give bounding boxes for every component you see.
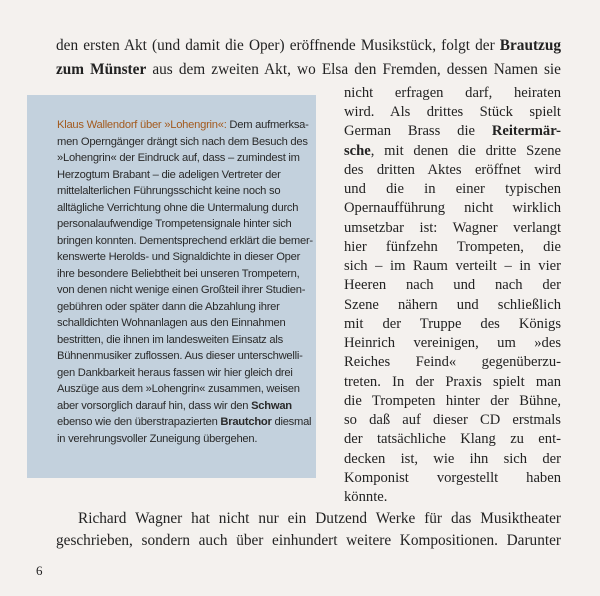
sidebar-box: [27, 95, 316, 478]
body-line: Reiches Feind« gegenüberzu-: [344, 354, 561, 370]
body-line: sich – im Raum verteilt – in vier: [344, 258, 561, 274]
body-line: decken ist, wie ihn sich der: [344, 451, 561, 467]
body-line: geschrieben, sondern auch über einhundert weitere Kompositionen. Darunter: [56, 532, 561, 549]
body-line: Richard Wagner hat nicht nur ein Dutzend Werke für das Musiktheater: [78, 510, 561, 527]
sidebar-line: alltägliche Verrichtung ohne die Untermalung durch: [57, 201, 299, 214]
sidebar-line: von denen nicht wenige einen Großteil ihrer Studien-: [57, 284, 306, 296]
sidebar-heading: Klaus Wallendorf über »Lohengrin«:: [57, 119, 227, 131]
sidebar-line: aber vorsorglich darauf hin, dass wir den Schwan: [57, 399, 292, 412]
sidebar-line: Herzogtum Brabant – die adeligen Vertreter der: [57, 168, 281, 181]
body-line: so daß auf dieser CD erstmals: [344, 412, 561, 428]
body-line: mit der Truppe des Königs: [344, 316, 561, 332]
sidebar-line: gebühren oder später dann die Abzahlung ihrer: [57, 300, 280, 313]
body-line: Heinrich vereinigen, um »des: [344, 335, 561, 351]
sidebar-line: schalldichten Wohnanlagen aus den Einnahmen: [57, 317, 286, 329]
body-line: Heeren nach und nach der: [344, 277, 561, 293]
body-line: Szene nähern und schließlich: [344, 297, 561, 313]
body-line: die Trompeten hinter der Bühne,: [344, 393, 561, 409]
body-line: hier fünfzehn Trompeten, die: [344, 239, 561, 255]
body-line: sche, mit denen die dritte Szene: [344, 143, 561, 159]
sidebar-line: mittelalterlichen Führungsschicht keine noch so: [57, 185, 281, 197]
body-line: treten. In der Praxis spielt man: [344, 374, 561, 390]
page-number: 6: [36, 563, 43, 578]
body-line: German Brass die Reitermär-: [344, 123, 561, 139]
body-line: Komponist vorgestellt haben: [344, 470, 561, 486]
body-line: Opernaufführung nicht wirklich: [344, 200, 561, 216]
body-line: des dritten Aktes eröffnet wird: [344, 162, 561, 178]
sidebar-line: ihre besondere Beliebtheit bei unseren Trompetern,: [57, 267, 300, 280]
body-line: könnte.: [344, 489, 388, 505]
sidebar-line: »Lohengrin« der Eindruck auf, dass – zumindest im: [57, 152, 300, 164]
body-line: wird. Als drittes Stück spielt: [344, 104, 561, 120]
sidebar-line: kenswerte Herolds- und Signaldichte in dieser Oper: [57, 251, 301, 263]
sidebar-line: ebenso wie den überstrapazierten Brautchor diesmal: [57, 416, 312, 428]
sidebar-line: Klaus Wallendorf über »Lohengrin«: Dem aufmerksa-: [57, 119, 309, 131]
body-line: den ersten Akt (und damit die Oper) eröffnende Musikstück, folgt der Brautzug: [56, 37, 561, 54]
sidebar-line: Bühnenmusiker zuflossen. Aus dieser unterschwelli-: [57, 350, 303, 362]
body-line: zum Münster aus dem zweiten Akt, wo Elsa den Fremden, dessen Namen sie: [56, 61, 561, 78]
sidebar-line: personalaufwendige Trompetensignale hinter sich: [57, 218, 292, 230]
body-line: der tatsächliche Klang zu ent-: [344, 431, 561, 447]
sidebar-line: gen Dankbarkeit heraus fassen wir hier gleich drei: [57, 366, 293, 379]
body-line: und die in einer typischen: [344, 181, 561, 197]
body-line: nicht erfragen darf, heiraten: [344, 85, 561, 101]
sidebar-line: in verehrungsvoller Zuneigung übergehen.: [57, 432, 258, 445]
sidebar-line: Auszüge aus dem »Lohengrin« zusammen, weisen: [57, 383, 300, 395]
sidebar-line: bestritten, die ihnen im landesweiten Einsatz als: [57, 333, 283, 346]
sidebar-line: bringen konnten. Dementsprechend erklärt die bemer-: [57, 234, 313, 247]
body-line: umsetzbar ist: Wagner verlangt: [344, 220, 561, 236]
sidebar-line: men Operngänger drängt sich nach dem Besuch des: [57, 135, 308, 148]
